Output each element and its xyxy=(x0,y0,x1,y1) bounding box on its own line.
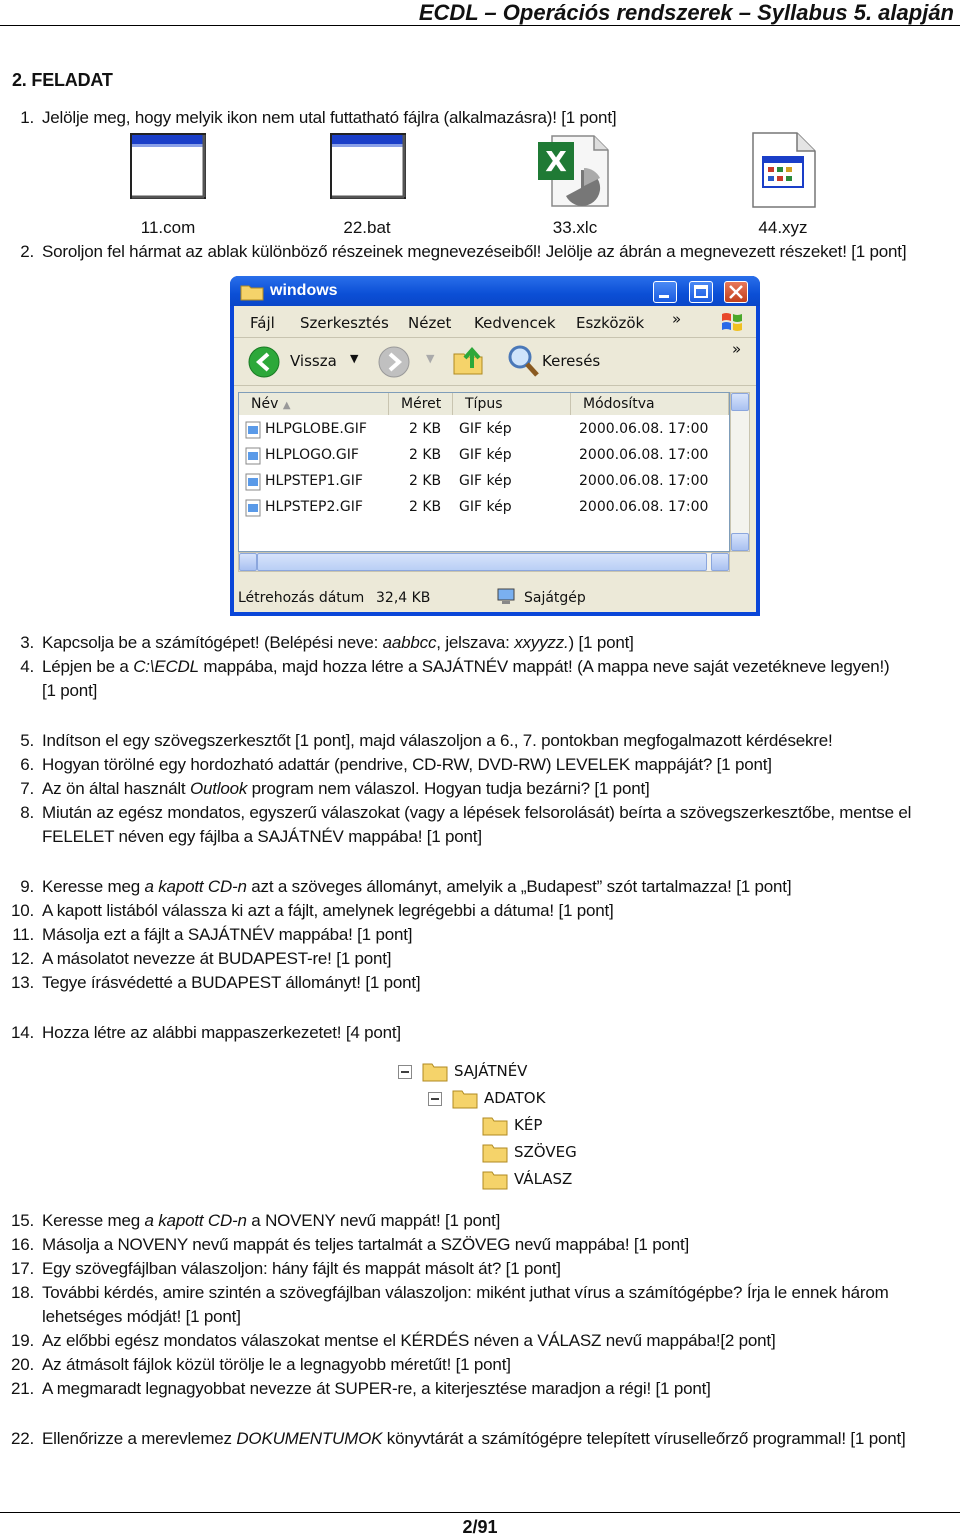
folder-icon xyxy=(422,1060,448,1086)
question-text: Másolja a NOVENY nevű mappát és teljes tartalmát a SZÖVEG nevű mappába! [1 pont] xyxy=(42,1235,690,1254)
question-text: Másolja ezt a fájlt a SAJÁTNÉV mappába! [1 pont] xyxy=(42,925,413,944)
question-text: Egy szövegfájlban válaszoljon: hány fájlt és mappát másolt át? [1 pont] xyxy=(42,1259,561,1278)
question-4-continuation: [1 pont] xyxy=(42,681,98,700)
table-row[interactable] xyxy=(239,443,729,468)
folder-path: C:\ECDL xyxy=(133,657,199,676)
menu-file[interactable]: Fájl xyxy=(250,314,275,332)
forward-arrow-icon[interactable] xyxy=(378,346,410,383)
question-number: 7. xyxy=(20,779,34,798)
explorer-window xyxy=(230,276,760,616)
gif-file-icon xyxy=(245,447,261,469)
column-header-type[interactable]: Típus xyxy=(453,393,571,415)
cell-type: GIF kép xyxy=(459,421,512,437)
menu-view[interactable]: Nézet xyxy=(408,314,452,332)
question-number: 21. xyxy=(10,1379,34,1398)
status-bar xyxy=(234,582,756,612)
username: aabbcc xyxy=(382,633,437,652)
status-location: Sajátgép xyxy=(524,590,586,606)
cell-type: GIF kép xyxy=(459,447,512,463)
close-button[interactable] xyxy=(724,281,748,303)
collapse-toggle-icon[interactable] xyxy=(428,1092,442,1110)
question-number: 11. xyxy=(12,925,34,944)
folder-icon xyxy=(482,1141,508,1167)
question-text xyxy=(42,657,889,677)
folder-icon xyxy=(240,283,264,306)
folder-icon xyxy=(482,1114,508,1140)
cell-size: 2 KB xyxy=(409,421,442,437)
cell-modified: 2000.06.08. 17:00 xyxy=(579,421,709,437)
gif-file-icon xyxy=(245,421,261,443)
question-number: 17. xyxy=(10,1259,34,1278)
text-part: Keresse meg xyxy=(42,877,145,896)
question-text: További kérdés, amire szintén a szövegfájlban válaszoljon: miként juthat vírus a számítógépbe? Írja le ennek három xyxy=(42,1283,889,1302)
question-number: 5. xyxy=(20,731,34,750)
question-text: Hogyan törölné egy hordozható adattár (pendrive, CD-RW, DVD-RW) LEVELEK mappáját? [1 pont] xyxy=(42,755,772,774)
horizontal-scrollbar[interactable] xyxy=(238,552,730,572)
text-part: Kapcsolja be a számítógépet! (Belépési neve: xyxy=(42,633,383,652)
menu-edit[interactable]: Szerkesztés xyxy=(300,314,389,332)
question-text xyxy=(42,1429,906,1449)
tree-node-adatok[interactable]: ADATOK xyxy=(484,1089,546,1107)
cell-name: HLPSTEP1.GIF xyxy=(265,473,363,489)
cell-type: GIF kép xyxy=(459,499,512,515)
icon-label: 11.com xyxy=(140,218,196,237)
question-number: 4. xyxy=(20,657,34,676)
tree-node-valasz[interactable]: VÁLASZ xyxy=(514,1170,573,1188)
toolbar-overflow-chevron[interactable]: » xyxy=(732,340,742,358)
search-icon[interactable] xyxy=(506,344,540,383)
file-list xyxy=(238,392,730,552)
status-created: Létrehozás dátum xyxy=(238,590,365,606)
gif-file-icon xyxy=(245,499,261,521)
column-header-size[interactable]: Méret xyxy=(389,393,453,415)
question-text: A megmaradt legnagyobbat nevezze át SUPER-re, a kiterjesztése maradjon a régi! [1 pont] xyxy=(42,1379,711,1398)
collapse-toggle-icon[interactable] xyxy=(398,1065,412,1083)
folder-up-icon[interactable] xyxy=(452,344,486,383)
application-window-icon[interactable] xyxy=(130,133,206,204)
question-text: Indítson el egy szövegszerkesztőt [1 pont], majd válaszoljon a 6., 7. pontokban megfogalmazott kérdésekre! xyxy=(42,731,833,750)
window-title: windows xyxy=(270,282,338,299)
text-part: mappába, majd hozza létre a SAJÁTNÉV mappát! (A mappa neve saját vezetékneve legyen!) xyxy=(198,657,890,676)
window-client xyxy=(234,306,756,612)
question-number: 8. xyxy=(20,803,34,822)
question-text xyxy=(42,779,650,799)
question-number: 19. xyxy=(10,1331,34,1350)
question-number: 22. xyxy=(10,1429,34,1448)
column-label: Név xyxy=(251,396,279,412)
page-header xyxy=(0,0,960,26)
question-text: Hozza létre az alábbi mappaszerkezetet! [4 pont] xyxy=(42,1023,401,1042)
cell-name: HLPLOGO.GIF xyxy=(265,447,359,463)
question-18-continuation: lehetséges módját! [1 pont] xyxy=(42,1307,241,1326)
maximize-button[interactable] xyxy=(689,281,713,303)
scroll-down-button[interactable] xyxy=(731,533,749,551)
question-text xyxy=(42,1211,500,1231)
folder-icon xyxy=(452,1087,478,1113)
search-button[interactable]: Keresés xyxy=(542,352,601,370)
question-number: 9. xyxy=(20,877,34,896)
cell-modified: 2000.06.08. 17:00 xyxy=(579,447,709,463)
question-number: 15. xyxy=(10,1211,34,1230)
application-window-icon[interactable] xyxy=(330,133,406,204)
menu-bar xyxy=(234,306,756,338)
back-arrow-icon[interactable] xyxy=(248,346,280,383)
chevron-down-icon[interactable]: ▼ xyxy=(350,352,359,365)
question-number: 12. xyxy=(10,949,34,968)
question-8-continuation: FELELET néven egy fájlba a SAJÁTNÉV mappába! [1 pont] xyxy=(42,827,482,846)
folder-icon xyxy=(482,1168,508,1194)
cell-size: 2 KB xyxy=(409,447,442,463)
tree-node-szoveg[interactable]: SZÖVEG xyxy=(514,1143,577,1161)
icon-label: 44.xyz xyxy=(758,218,808,237)
question-number: 13. xyxy=(10,973,34,992)
password: xxyyzz. xyxy=(514,633,569,652)
section-title: 2. FELADAT xyxy=(12,70,113,90)
question-number: 18. xyxy=(10,1283,34,1302)
question-text: Tegye írásvédetté a BUDAPEST állományt! [1 pont] xyxy=(42,973,421,992)
table-row[interactable] xyxy=(239,469,729,494)
column-header-name[interactable] xyxy=(239,393,389,415)
folder-name: DOKUMENTUMOK xyxy=(236,1429,383,1448)
scroll-right-button[interactable] xyxy=(711,553,729,571)
header-title: ECDL – Operációs rendszerek – Syllabus 5. alapján xyxy=(418,0,954,25)
text-part: Az ön által használt xyxy=(42,779,190,798)
excel-chart-icon[interactable] xyxy=(536,134,614,213)
text-part: program nem válaszol. Hogyan tudja bezárni? [1 pont] xyxy=(247,779,650,798)
question-number: 2. xyxy=(20,242,34,261)
question-text: A másolatot nevezze át BUDAPEST-re! [1 pont] xyxy=(42,949,392,968)
scroll-left-button[interactable] xyxy=(239,553,257,571)
svg-text:X: X xyxy=(545,145,567,178)
question-text: Jelölje meg, hogy melyik ikon nem utal futtatható fájlra (alkalmazásra)! [1 pont] xyxy=(42,108,617,127)
cell-modified: 2000.06.08. 17:00 xyxy=(579,499,709,515)
gif-file-icon xyxy=(245,473,261,495)
question-text xyxy=(42,633,634,653)
computer-icon xyxy=(496,588,516,610)
italic-part: a kapott CD-n xyxy=(144,1211,247,1230)
toolbar xyxy=(234,338,756,386)
tree-node-sajatnev[interactable]: SAJÁTNÉV xyxy=(454,1062,528,1080)
table-row[interactable] xyxy=(239,495,729,520)
cell-name: HLPGLOBE.GIF xyxy=(265,421,367,437)
column-header-modified[interactable]: Módosítva xyxy=(571,393,729,415)
text-part: ) [1 pont] xyxy=(568,633,634,652)
text-part: Ellenőrizze a merevlemez xyxy=(42,1429,237,1448)
text-part: , jelszava: xyxy=(436,633,515,652)
icon-label: 22.bat xyxy=(343,218,391,237)
question-text: Az átmásolt fájlok közül törölje le a legnagyobb méretűt! [1 pont] xyxy=(42,1355,511,1374)
tree-node-kep[interactable]: KÉP xyxy=(514,1116,543,1134)
question-number: 10. xyxy=(10,901,34,920)
question-number: 1. xyxy=(20,108,34,127)
title-bar[interactable] xyxy=(230,276,760,306)
folder-tree xyxy=(398,1060,618,1195)
menu-overflow-chevron[interactable]: » xyxy=(672,310,682,328)
windows-logo-icon xyxy=(720,310,744,339)
question-number: 3. xyxy=(20,633,34,652)
text-part: könyvtárát a számítógépre telepített víruselleőrző programmal! [1 pont] xyxy=(382,1429,906,1448)
vertical-scrollbar[interactable] xyxy=(730,392,750,552)
sort-arrow-icon: ▲ xyxy=(282,400,291,411)
page-number: 2/91 xyxy=(462,1517,498,1537)
question-text: Soroljon fel hármat az ablak különböző részeinek megnevezéseiből! Jelölje az ábrán a megnevezett részeket! [1 pont] xyxy=(42,242,907,261)
question-number: 16. xyxy=(10,1235,34,1254)
cell-size: 2 KB xyxy=(409,499,442,515)
question-text: A kapott listából válassza ki azt a fájlt, amelynek legrégebbi a dátuma! [1 pont] xyxy=(42,901,614,920)
menu-tools[interactable]: Eszközök xyxy=(576,314,645,332)
cell-modified: 2000.06.08. 17:00 xyxy=(579,473,709,489)
question-number: 20. xyxy=(10,1355,34,1374)
program-name: Outlook xyxy=(189,779,248,798)
icon-label: 33.xlc xyxy=(552,218,598,237)
question-text: Az előbbi egész mondatos válaszokat mentse el KÉRDÉS néven a VÁLASZ nevű mappába![2 pont] xyxy=(42,1331,776,1350)
status-size: 32,4 KB xyxy=(376,590,431,606)
text-part: Keresse meg xyxy=(42,1211,145,1230)
minimize-button[interactable] xyxy=(653,281,677,303)
text-part: Lépjen be a xyxy=(42,657,134,676)
page-footer xyxy=(0,1512,960,1537)
back-button[interactable]: Vissza xyxy=(290,352,337,370)
table-row[interactable] xyxy=(239,417,729,442)
scroll-up-button[interactable] xyxy=(731,393,749,411)
question-text: Miután az egész mondatos, egyszerű válaszokat (vagy a lépések felsorolását) beírta a szövegszerkesztőbe, mentse el xyxy=(42,803,912,822)
question-number: 14. xyxy=(10,1023,34,1042)
italic-part: a kapott CD-n xyxy=(144,877,247,896)
text-part: a NOVENY nevű mappát! [1 pont] xyxy=(246,1211,501,1230)
chevron-down-icon[interactable]: ▼ xyxy=(426,352,435,365)
cell-type: GIF kép xyxy=(459,473,512,489)
question-text xyxy=(42,877,791,897)
scroll-thumb[interactable] xyxy=(257,553,707,571)
unknown-document-icon[interactable] xyxy=(751,131,817,214)
text-part: azt a szöveges állományt, amelyik a „Budapest” szót tartalmazza! [1 pont] xyxy=(246,877,792,896)
cell-size: 2 KB xyxy=(409,473,442,489)
menu-favorites[interactable]: Kedvencek xyxy=(474,314,556,332)
cell-name: HLPSTEP2.GIF xyxy=(265,499,363,515)
question-number: 6. xyxy=(20,755,34,774)
